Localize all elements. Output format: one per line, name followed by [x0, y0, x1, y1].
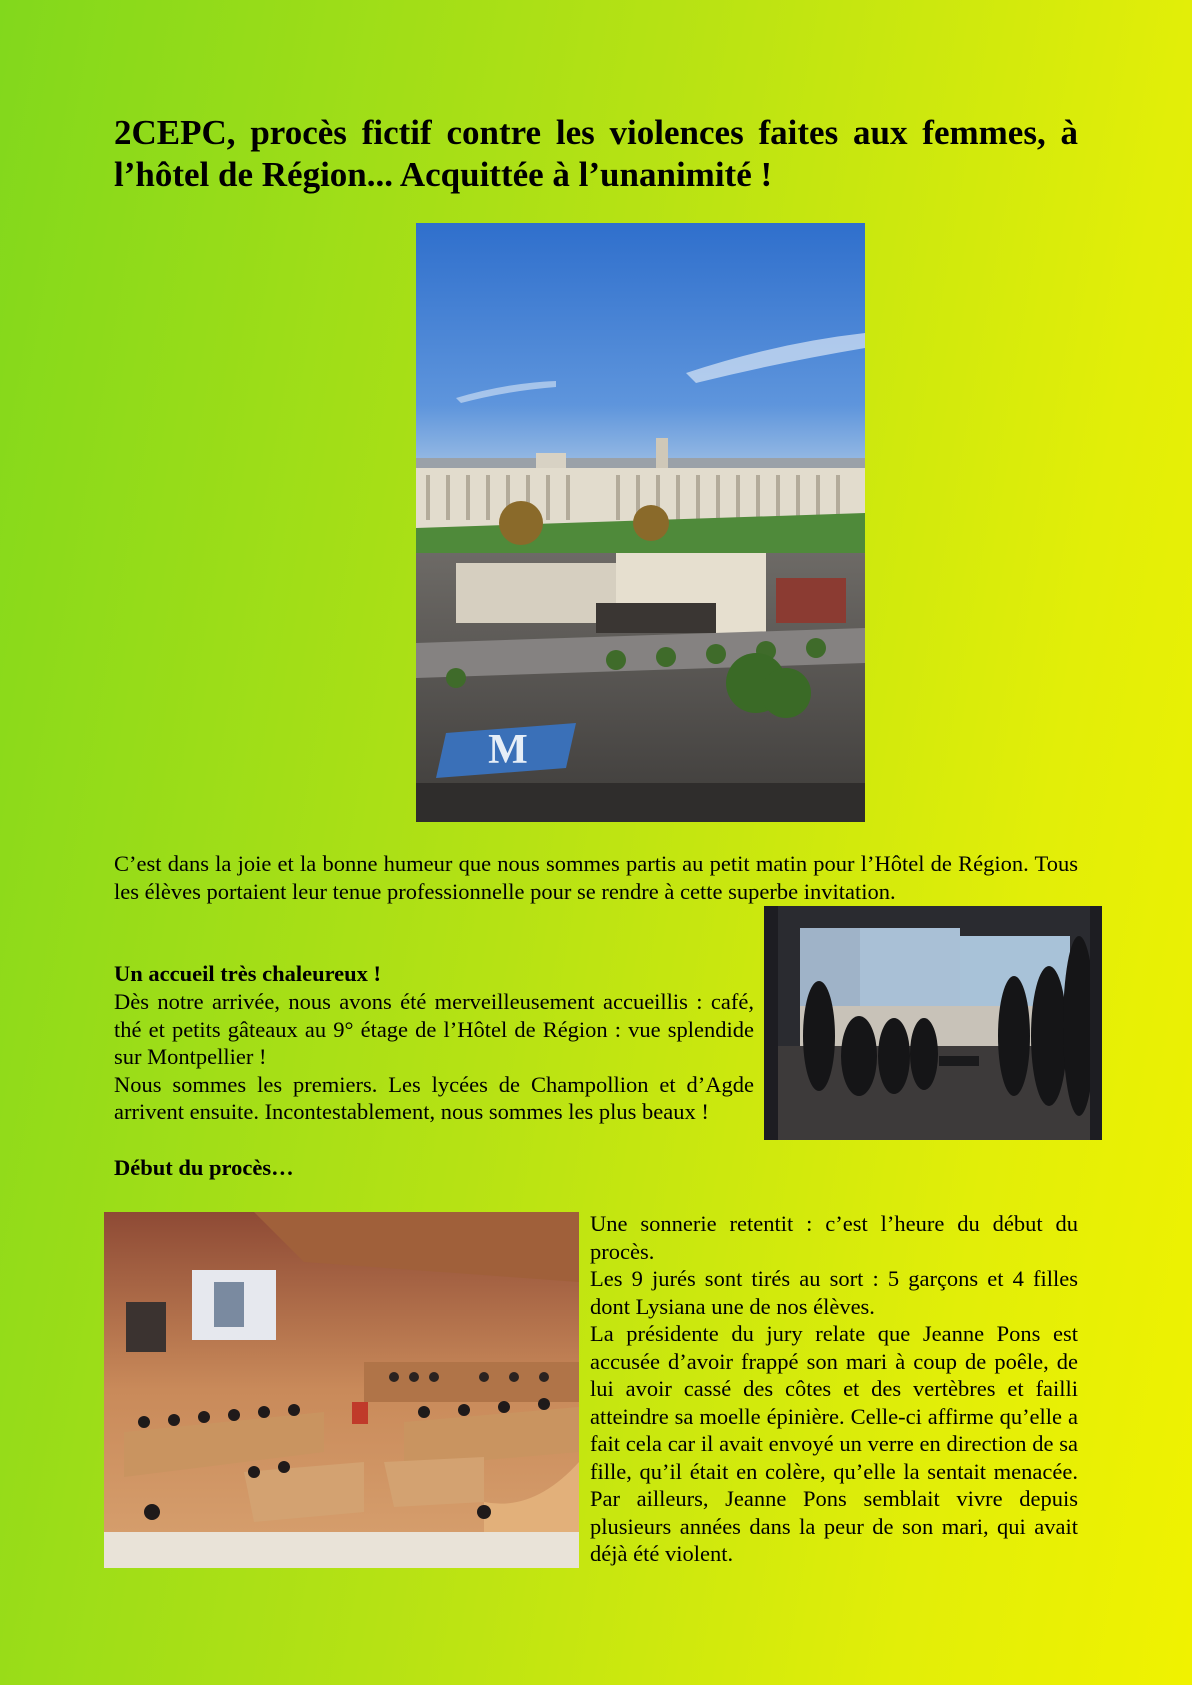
section-heading-welcome: Un accueil très chaleureux ! [114, 961, 382, 986]
paragraph: La présidente du jury relate que Jeanne Pons est accusée d’avoir frappé son mari à coup de poêle, de lui avoir cassé des côtes et des vertèbres et failli atteindre sa moelle épinière. Celle-ci affirme qu’elle a fait cela car il avait envoyé un verre en direction de sa fille, qu’il était en colère, qu’elle la sentait menacée. Par ailleurs, Jeanne Pons semblait vivre depuis plusieurs années dans la peur de son mari, qui avait déjà été violent. [590, 1321, 1078, 1566]
intro-paragraph: C’est dans la joie et la bonne humeur que nous sommes partis au petit matin pour l’Hôtel de Région. Tous les élèves portaient leur tenue professionnelle pour se rendre à cette superbe invitation. [114, 851, 1078, 904]
plaza-letter: M [488, 727, 528, 773]
section-heading-trial-start: Début du procès… [114, 1155, 294, 1180]
assembly-hall-photo [104, 1212, 579, 1568]
paragraph: Nous sommes les premiers. Les lycées de Champollion et d’Agde arrivent ensuite. Incontestablement, nous sommes les plus beaux ! [114, 1071, 754, 1124]
section-text-trial-start [590, 1210, 1078, 1568]
paragraph: Les 9 jurés sont tirés au sort : 5 garçons et 4 filles dont Lysiana une de nos élèves. [590, 1266, 1078, 1319]
montpellier-aerial-photo [416, 223, 865, 822]
students-room-photo [764, 906, 1102, 1140]
paragraph: Dès notre arrivée, nous avons été merveilleusement accueillis : café, thé et petits gâteaux au 9° étage de l’Hôtel de Région : vue splendide sur Montpellier ! [114, 989, 754, 1069]
article-title: 2CEPC, procès fictif contre les violences faites aux femmes, à l’hôtel de Région... Acquittée à l’unanimité ! [114, 113, 1078, 194]
paragraph: Une sonnerie retentit : c’est l’heure du début du procès. [590, 1211, 1078, 1264]
section-text-welcome [114, 988, 754, 1126]
